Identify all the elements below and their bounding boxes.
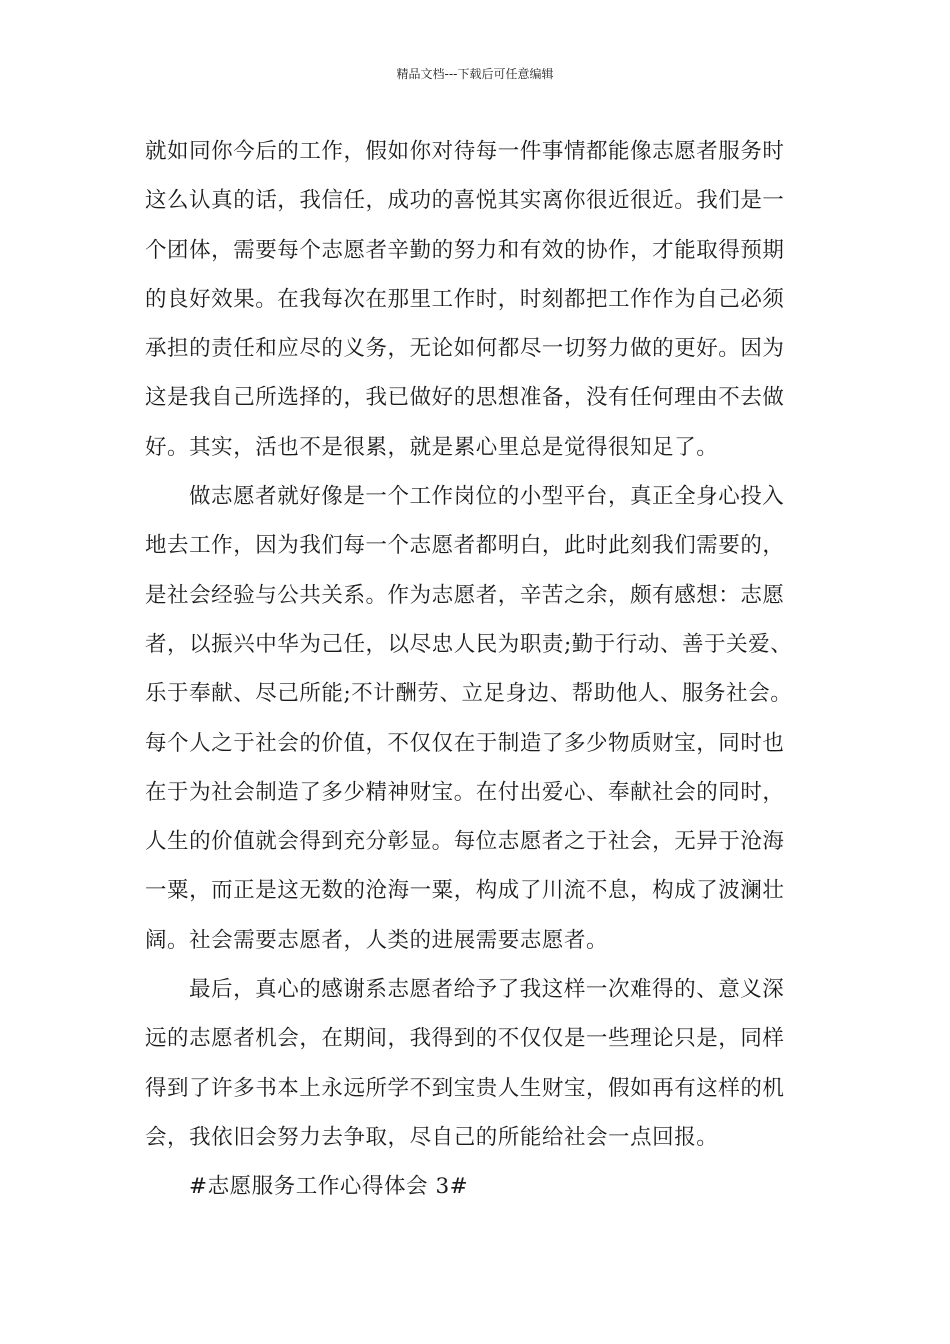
text-line: 个团体，需要每个志愿者辛勤的努力和有效的协作，才能取得预期 (145, 237, 785, 263)
text-line: 一粟，而正是这无数的沧海一粟，构成了川流不息，构成了波澜壮 (145, 878, 785, 904)
text-line: 每个人之于社会的价值，不仅仅在于制造了多少物质财宝，同时也 (145, 730, 785, 756)
text-line: 者，以振兴中华为己任，以尽忠人民为职责;勤于行动、善于关爱、 (145, 631, 793, 657)
page-header: 精品文档---下载后可任意编辑 (396, 67, 554, 81)
section-heading: #志愿服务工作心得体会 3# (189, 1174, 469, 1200)
text-line: 地去工作，因为我们每一个志愿者都明白，此时此刻我们需要的， (145, 533, 785, 559)
body-text (145, 127, 809, 1212)
text-line: 好。其实，活也不是很累，就是累心里总是觉得很知足了。 (145, 434, 719, 460)
text-line: 这是我自己所选择的，我已做好的思想准备，没有任何理由不去做 (145, 385, 785, 411)
text-line: 会，我依旧会努力去争取，尽自己的所能给社会一点回报。 (145, 1124, 719, 1150)
text-line: 这么认真的话，我信任，成功的喜悦其实离你很近很近。我们是一 (145, 188, 785, 214)
text-line: 承担的责任和应尽的义务，无论如何都尽一切努力做的更好。因为 (145, 336, 785, 362)
text-line: 乐于奉献、尽己所能;不计酬劳、立足身边、帮助他人、服务社会。 (145, 681, 793, 707)
text-line: 的良好效果。在我每次在那里工作时，时刻都把工作作为自己必须 (145, 286, 785, 312)
text-line: 得到了许多书本上永远所学不到宝贵人生财宝，假如再有这样的机 (145, 1075, 785, 1101)
text-line: 在于为社会制造了多少精神财宝。在付出爱心、奉献社会的同时， (145, 779, 785, 805)
text-line: 人生的价值就会得到充分彰显。每位志愿者之于社会，无异于沧海 (145, 829, 785, 855)
paragraph-first-line: 做志愿者就好像是一个工作岗位的小型平台，真正全身心投入 (189, 484, 785, 510)
text-line: 就如同你今后的工作，假如你对待每一件事情都能像志愿者服务时 (145, 139, 785, 164)
paragraph-first-line: 最后，真心的感谢系志愿者给予了我这样一次难得的、意义深 (189, 977, 785, 1003)
text-line: 是社会经验与公共关系。作为志愿者，辛苦之余，颇有感想：志愿 (145, 582, 785, 608)
text-line: 阔。社会需要志愿者，人类的进展需要志愿者。 (145, 927, 609, 953)
text-line: 远的志愿者机会，在期间，我得到的不仅仅是一些理论只是，同样 (145, 1026, 785, 1052)
